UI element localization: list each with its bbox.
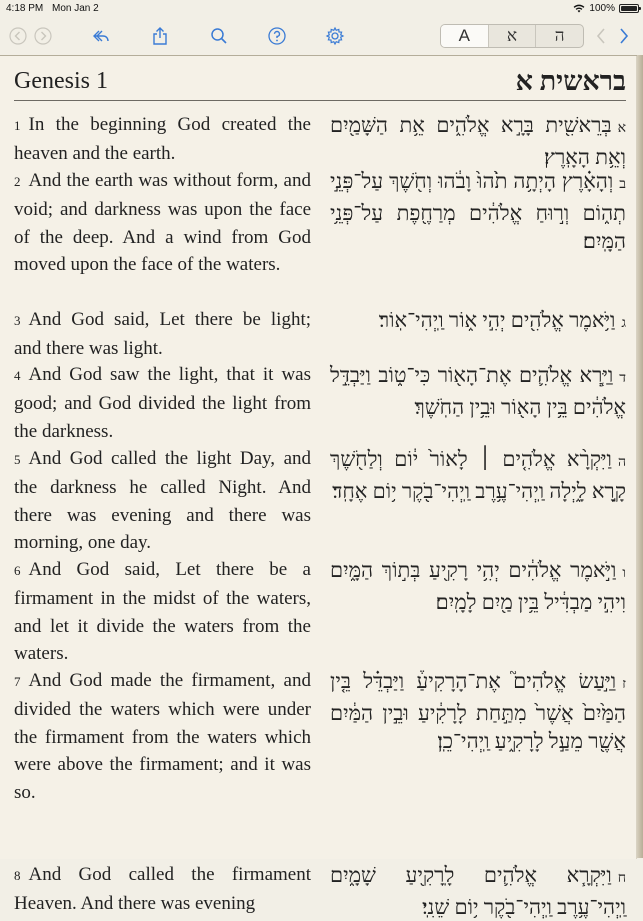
- text-page[interactable]: [0, 55, 637, 919]
- reply-icon[interactable]: [89, 24, 113, 48]
- segment-hebrew[interactable]: א: [488, 25, 536, 47]
- verse-text-hebrew: בְּרֵאשִׁ֖ית בָּרָ֣א אֱלֹהִ֑ים אֵ֥ת הַשָּׁמַ֖יִם וְאֵ֥ת הָאָֽרֶץ׃: [330, 113, 626, 169]
- back-arrow-icon[interactable]: [6, 24, 30, 48]
- forward-arrow-icon[interactable]: [31, 24, 55, 48]
- battery-percent: 100%: [589, 3, 615, 14]
- battery-icon: [619, 4, 639, 13]
- verse-text-hebrew: וַיֹּ֣אמֶר אֱלֹהִ֔ים יְהִ֥י רָקִ֖יעַ בְּת֣וֹךְ הַמָּ֑יִם וִיהִ֣י מַבְדִּ֔יל בֵּ֥ין מַ֖יִם לָמָֽיִם׃: [330, 558, 626, 614]
- verse-hebrew: [330, 667, 626, 755]
- status-bar: [0, 0, 643, 18]
- verse-hebrew: [330, 861, 626, 921]
- language-segmented-control: [440, 24, 584, 48]
- verse-english: [14, 111, 311, 168]
- header-divider: [14, 100, 626, 101]
- verse-number: 3: [14, 313, 21, 328]
- verse-number-hebrew: א: [617, 121, 626, 136]
- status-time: 4:18 PM: [6, 3, 44, 14]
- verse-number-hebrew: ד: [619, 371, 626, 386]
- verse-hebrew: [330, 111, 626, 171]
- verse-number-hebrew: ו: [622, 566, 626, 581]
- verse-english: [14, 361, 311, 445]
- verse-english: [14, 556, 311, 668]
- verse-text-hebrew: וַיַּ֣עַשׂ אֱלֹהִים֮ אֶת־הָרָקִיעַ֒ וַיַּבְדֵּ֗ל בֵּ֤ין הַמַּ֙יִם֙ אֲשֶׁר֙ מִתַּ֣חַת לָרָקִ֔יעַ וּבֵ֣ין הַמַּ֔יִם אֲשֶׁ֖ר מֵעַ֣ל לָרָקִ֑יעַ וַֽיְהִי־כֵֽן׃: [330, 669, 626, 753]
- verse-hebrew: [330, 556, 626, 616]
- verse-text: And God called the firmament Heaven. And there was evening: [14, 864, 311, 914]
- search-icon[interactable]: [207, 24, 231, 48]
- verse-text-hebrew: וַיַּ֧רְא אֱלֹהִ֛ים אֶת־הָא֖וֹר כִּי־ט֑וֹב וַיַּבְדֵּ֣ל אֱלֹהִ֔ים בֵּ֥ין הָא֖וֹר וּבֵ֥ין הַחֹֽשֶׁךְ׃: [330, 363, 626, 419]
- help-icon[interactable]: [265, 24, 289, 48]
- verse-number-hebrew: ג: [621, 316, 626, 331]
- verse-text: And God made the firmament, and divided the waters which were under the firmament from the waters which were above the firmament; and it was so.: [14, 670, 311, 804]
- verse-number-hebrew: ב: [619, 177, 626, 192]
- toolbar: [0, 18, 643, 54]
- verse-text: And God said, Let there be a firmament in the midst of the waters, and let it divide the waters from the waters.: [14, 559, 311, 665]
- segment-hebrew-vowels[interactable]: ה: [535, 25, 583, 47]
- verse-number: 1: [14, 118, 21, 133]
- verse-number: 8: [14, 868, 21, 883]
- verse-hebrew: [330, 361, 626, 421]
- verse-english: [14, 861, 311, 918]
- chevron-left-icon[interactable]: [592, 24, 610, 48]
- verse-text-hebrew: וְהָאָ֗רֶץ הָיְתָ֥ה תֹ֙הוּ֙ וָבֹ֔הוּ וְחֹ֖שֶׁךְ עַל־פְּנֵ֣י תְה֑וֹם וְר֣וּחַ אֱלֹהִ֔ים מְרַחֶ֖פֶת עַל־פְּנֵ֥י הַמָּֽיִם׃: [330, 169, 626, 253]
- verse-number: 4: [14, 368, 21, 383]
- segment-english[interactable]: A: [441, 25, 488, 47]
- verse-english: [14, 167, 311, 279]
- chapter-title-english: Genesis 1: [14, 68, 108, 94]
- verse-text: And God said, Let there be light; and there was light.: [14, 309, 311, 359]
- verse-number-hebrew: ה: [617, 455, 626, 470]
- verse-english: [14, 306, 311, 363]
- verse-hebrew: [330, 167, 626, 255]
- verse-hebrew: [330, 445, 626, 505]
- chapter-title-hebrew: בראשית א: [515, 66, 626, 96]
- verse-english: [14, 667, 311, 807]
- verse-text-hebrew: וַיֹּ֥אמֶר אֱלֹהִ֖ים יְהִ֣י א֑וֹר וַֽיְהִי־אֽוֹר׃: [378, 308, 616, 332]
- verse-text: And the earth was without form, and void; and darkness was upon the face of the deep. And a wind from God moved upon the face of the waters.: [14, 170, 311, 276]
- verse-text: And God called the light Day, and the darkness he called Night. And there was evening and there was morning, one day.: [14, 448, 311, 554]
- share-icon[interactable]: [148, 24, 172, 48]
- verse-english: [14, 445, 311, 557]
- page-edge: [637, 55, 643, 858]
- verse-text-hebrew: וַיִּקְרָ֧א אֱלֹהִ֛ים לָֽרָקִ֖יעַ שָׁמָ֑יִם וַֽיְהִי־עֶ֥רֶב וַֽיְהִי־בֹ֖קֶר י֥וֹם שֵׁנִֽי׃: [330, 863, 626, 919]
- chapter-header: [14, 66, 626, 100]
- status-right: [573, 3, 639, 14]
- gear-icon[interactable]: [323, 24, 347, 48]
- verse-text: And God saw the light, that it was good; and God divided the light from the darkness.: [14, 364, 311, 442]
- verse-text-hebrew: וַיִּקְרָ֨א אֱלֹהִ֤ים ׀ לָאוֹר֙ י֔וֹם וְלַחֹ֖שֶׁךְ קָ֣רָא לָ֑יְלָה וַֽיְהִי־עֶ֥רֶב וַֽיְהִי־בֹ֖קֶר י֥וֹם אֶחָֽד׃: [330, 447, 626, 503]
- verse-number-hebrew: ח: [617, 871, 626, 886]
- verse-number: 6: [14, 563, 21, 578]
- verse-number: 2: [14, 174, 21, 189]
- chevron-right-icon[interactable]: [615, 24, 633, 48]
- status-date: Mon Jan 2: [52, 3, 99, 14]
- wifi-icon: [573, 4, 585, 13]
- verse-number: 5: [14, 452, 21, 467]
- verse-text: In the beginning God created the heaven and the earth.: [14, 114, 311, 164]
- verse-number: 7: [14, 674, 21, 689]
- verse-hebrew: [330, 306, 626, 338]
- verse-number-hebrew: ז: [622, 677, 626, 692]
